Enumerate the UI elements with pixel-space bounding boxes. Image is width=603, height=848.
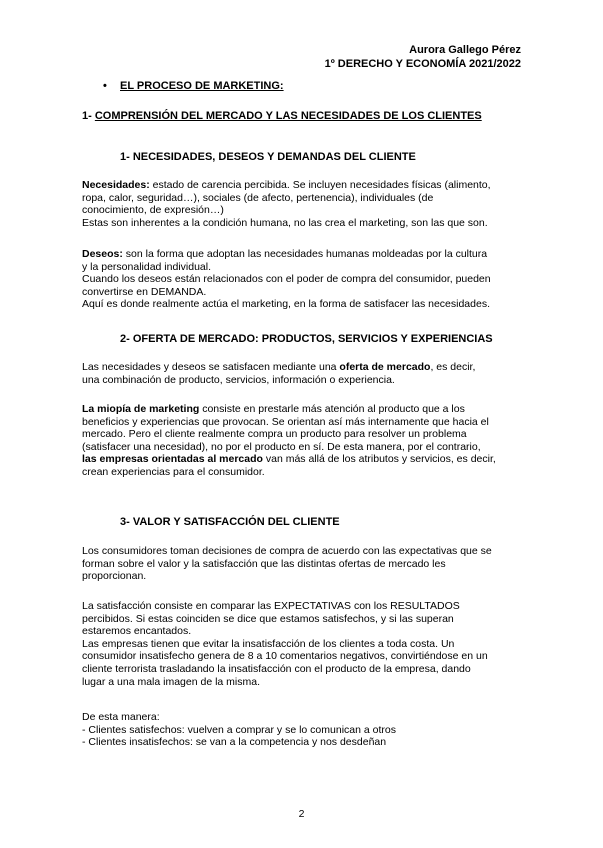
main-heading: EL PROCESO DE MARKETING: bbox=[120, 80, 284, 92]
section-1-number: 1- bbox=[82, 110, 92, 122]
text-span: Las necesidades y deseos se satisfacen mediante una bbox=[82, 361, 340, 373]
text-line: forman sobre el valor y la satisfacción que las distintas ofertas de mercado les bbox=[82, 557, 446, 570]
text-line: una combinación de producto, servicios, información o experiencia. bbox=[82, 373, 395, 386]
text-line: proporcionan. bbox=[82, 570, 147, 583]
text-line: mercado. Pero el cliente realmente compra un producto para resolver un problema bbox=[82, 428, 467, 441]
page-number: 2 bbox=[298, 808, 305, 820]
text-line: (satisfacer una necesidad), no por el producto en sí. De esta manera, por el contrario, bbox=[82, 440, 481, 453]
text-span: son la forma que adoptan las necesidades humanas moldeadas por la cultura bbox=[122, 248, 488, 260]
text-line: La satisfacción consiste en comparar las EXPECTATIVAS con los RESULTADOS bbox=[82, 600, 460, 612]
term-oferta-mercado: oferta de mercado bbox=[339, 361, 431, 373]
text-line: Las empresas tienen que evitar la insatisfacción de los clientes a toda costa. Un bbox=[82, 637, 455, 650]
text-span: van más allá de los atributos y servicios, es decir, bbox=[262, 453, 496, 466]
text-line: ropa, calor, seguridad…), sociales (de afecto, pertenencia), individuales (de bbox=[82, 191, 434, 204]
text-line: convertirse en DEMANDA. bbox=[82, 285, 207, 298]
paragraph-miopia bbox=[82, 403, 521, 479]
text-line: lugar a una mala imagen de la misma. bbox=[82, 675, 261, 688]
text-line: crean experiencias para el consumidor. bbox=[82, 465, 265, 478]
text-line: Estas son inherentes a la condición humana, no las crea el marketing, son las que son. bbox=[82, 216, 488, 229]
text-line: cliente terrorista trasladando la insatisfacción con el producto de la empresa, dando bbox=[82, 662, 471, 675]
text-line: Los consumidores toman decisiones de compra de acuerdo con las expectativas que se bbox=[82, 545, 492, 557]
paragraph-oferta bbox=[82, 361, 521, 386]
list-item: - Clientes satisfechos: vuelven a comprar y se lo comunican a otros bbox=[82, 723, 396, 736]
text-line bbox=[82, 453, 521, 466]
author-name: Aurora Gallego Pérez bbox=[409, 44, 521, 56]
text-line bbox=[82, 248, 521, 261]
paragraph-consumidores bbox=[82, 545, 521, 583]
paragraph-necesidades bbox=[82, 179, 521, 229]
paragraph-deseos bbox=[82, 248, 521, 311]
text-line bbox=[82, 179, 521, 192]
text-line bbox=[82, 403, 521, 416]
text-line: consumidor insatisfecho genera de 8 a 10 comentarios negativos, convirtiéndose en un bbox=[82, 650, 488, 663]
text-span: , es decir, bbox=[430, 361, 476, 373]
text-line: Aquí es donde realmente actúa el marketing, en la forma de satisfacer las necesidades. bbox=[82, 298, 490, 311]
text-line: y la personalidad individual. bbox=[82, 260, 211, 273]
text-span: consiste en prestarle más atención al producto que a los bbox=[199, 403, 465, 415]
section-1-title: COMPRENSIÓN DEL MERCADO Y LAS NECESIDADES DE LOS CLIENTES bbox=[94, 110, 482, 122]
text-line: conocimiento, de expresión…) bbox=[82, 204, 224, 217]
subsection-2-title: 2- OFERTA DE MERCADO: PRODUCTOS, SERVICIOS Y EXPERIENCIAS bbox=[120, 333, 493, 345]
text-line: Cuando los deseos están relacionados con el poder de compra del consumidor, pueden bbox=[82, 273, 491, 286]
text-line bbox=[82, 361, 521, 374]
text-span: estado de carencia percibida. Se incluyen necesidades físicas (alimento, bbox=[149, 179, 491, 191]
term-deseos: Deseos: bbox=[82, 248, 123, 260]
term-necesidades: Necesidades: bbox=[82, 179, 150, 191]
paragraph-satisfaccion bbox=[82, 600, 521, 688]
paragraph-conclusion bbox=[82, 711, 521, 749]
term-empresas-orientadas: las empresas orientadas al mercado bbox=[82, 453, 263, 466]
section-1-heading bbox=[82, 110, 482, 122]
term-miopia: La miopía de marketing bbox=[82, 403, 200, 415]
course-label: 1º DERECHO Y ECONOMÍA 2021/2022 bbox=[324, 58, 521, 70]
text-line: estaremos encantados. bbox=[82, 625, 192, 638]
text-line: percibidos. Si estas coinciden se dice que estamos satisfechos, y si las superan bbox=[82, 612, 454, 625]
subsection-3-title: 3- VALOR Y SATISFACCIÓN DEL CLIENTE bbox=[120, 516, 340, 528]
text-line: beneficios y experiencias que provocan. Se orientan así más internamente que hacia el bbox=[82, 415, 489, 428]
page-header bbox=[325, 43, 521, 71]
list-item: - Clientes insatisfechos: se van a la competencia y nos desdeñan bbox=[82, 736, 387, 749]
subsection-1-title: 1- NECESIDADES, DESEOS Y DEMANDAS DEL CLIENTE bbox=[120, 151, 416, 163]
text-line: De esta manera: bbox=[82, 711, 160, 723]
bullet-icon: • bbox=[103, 80, 107, 92]
